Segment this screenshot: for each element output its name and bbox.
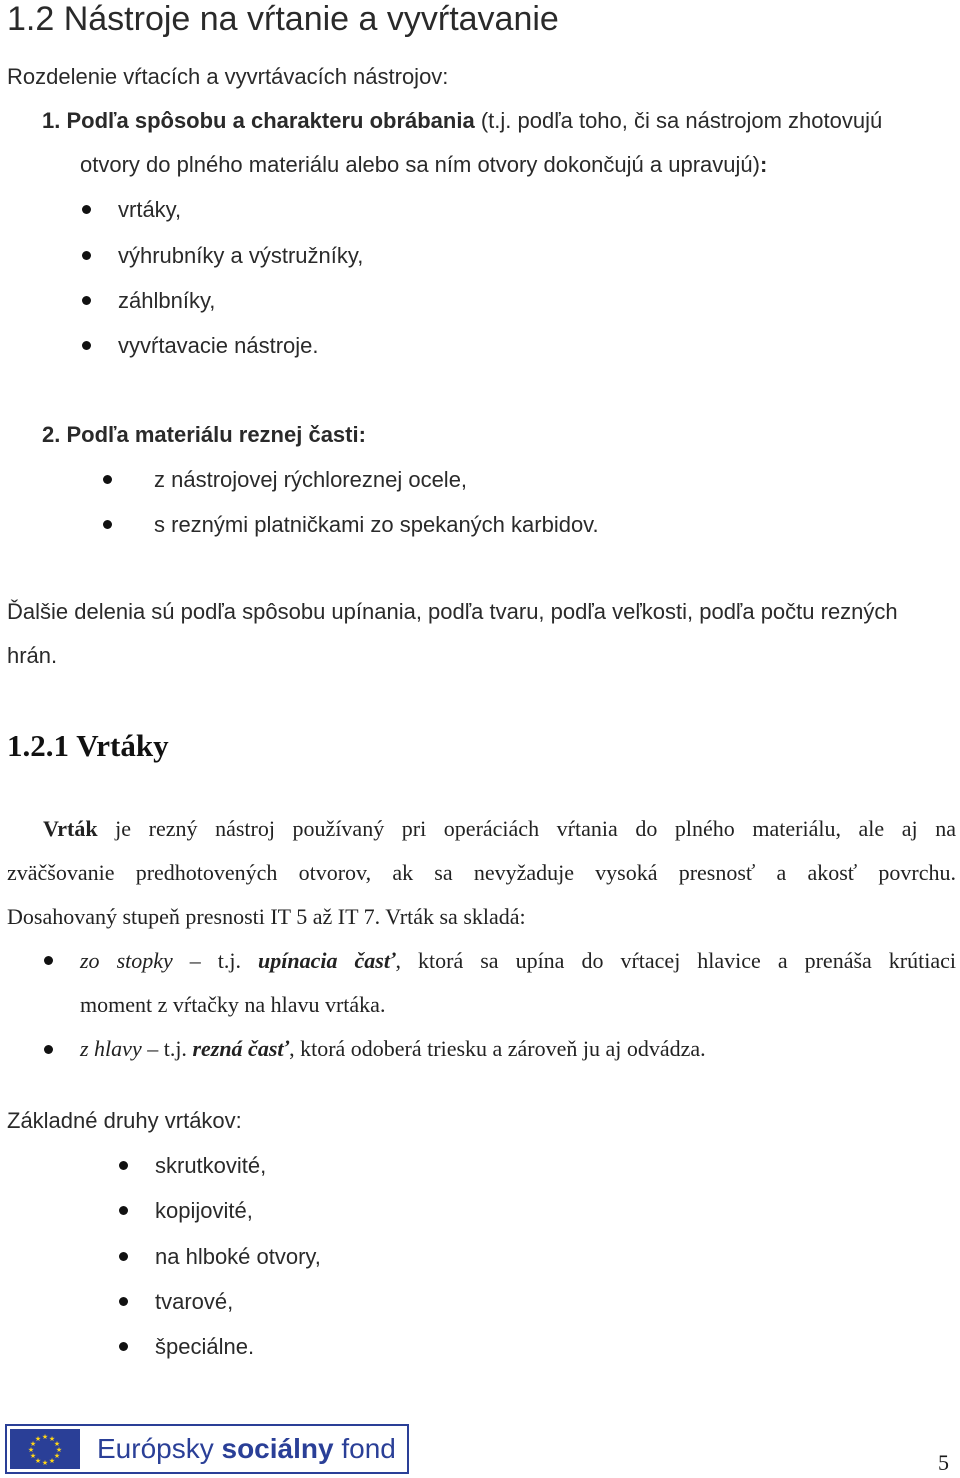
section1-desc-line1: (t.j. podľa toho, či sa nástrojom zhotovujú bbox=[474, 108, 883, 133]
bullet-icon bbox=[119, 1297, 128, 1306]
bullet-icon bbox=[103, 475, 112, 484]
svg-text:★: ★ bbox=[53, 1452, 61, 1460]
svg-text:★: ★ bbox=[34, 1457, 42, 1465]
section2-title: 2. Podľa materiálu reznej časti: bbox=[42, 422, 366, 447]
bullet-icon bbox=[82, 251, 91, 260]
svg-text:★: ★ bbox=[41, 1459, 49, 1467]
part-function: upínacia časť bbox=[258, 948, 396, 973]
bullet-icon bbox=[103, 520, 112, 529]
vrtak-bold-term: Vrták bbox=[43, 816, 98, 841]
section1-item: vyvŕtavacie nástroje. bbox=[118, 333, 319, 358]
part-name: zo stopky bbox=[80, 948, 173, 973]
svg-text:★: ★ bbox=[27, 1446, 35, 1454]
other-divisions-line2: hrán. bbox=[7, 643, 58, 668]
svg-text:★: ★ bbox=[41, 1433, 49, 1441]
intro-text: Rozdelenie vŕtacích a vyvrtávacích nástrojov: bbox=[7, 64, 449, 89]
bullet-icon bbox=[119, 1252, 128, 1261]
section1-desc-line2: otvory do plného materiálu alebo sa ním otvory dokončujú a upravujú) bbox=[80, 152, 760, 177]
section2-item: s reznými platničkami zo spekaných karbidov. bbox=[154, 512, 599, 537]
bullet-icon bbox=[82, 205, 91, 214]
svg-text:★: ★ bbox=[29, 1440, 37, 1448]
section1-item: výhrubníky a výstružníky, bbox=[118, 243, 364, 268]
svg-text:★: ★ bbox=[48, 1457, 56, 1465]
logo-bold: sociálny bbox=[221, 1433, 334, 1464]
vrtak-para-line3: Dosahovaný stupeň presnosti IT 5 až IT 7. Vrták sa skladá: bbox=[7, 904, 526, 929]
part-function: rezná časť bbox=[192, 1036, 290, 1061]
part-description: , ktorá sa upína do vŕtacej hlavice a prenáša krútiaci bbox=[395, 948, 956, 973]
drill-types-title: Základné druhy vrtákov: bbox=[7, 1108, 242, 1133]
bullet-icon bbox=[82, 341, 91, 350]
bullet-icon bbox=[119, 1206, 128, 1215]
section1-item: vrtáky, bbox=[118, 197, 182, 222]
section1-header bbox=[42, 108, 882, 134]
page-number: 5 bbox=[938, 1450, 949, 1475]
bullet-icon bbox=[44, 1045, 53, 1054]
section1-colon: : bbox=[759, 152, 768, 177]
drill-type-item: na hlboké otvory, bbox=[155, 1244, 321, 1269]
svg-text:★: ★ bbox=[29, 1452, 37, 1460]
vrtak-line1-text: je rezný nástroj používaný pri operáciách vŕtania do plného materiálu, ale aj na bbox=[97, 816, 956, 841]
bullet-icon bbox=[119, 1161, 128, 1170]
bullet-icon bbox=[44, 956, 53, 965]
other-divisions-line1: Ďalšie delenia sú podľa spôsobu upínania, podľa tvaru, podľa veľkosti, podľa počtu rezných bbox=[7, 599, 898, 624]
section1-title: 1. Podľa spôsobu a charakteru obrábania bbox=[42, 108, 475, 133]
esf-logo-text bbox=[97, 1433, 396, 1465]
section-heading-vrtaky: 1.2.1 Vrtáky bbox=[7, 728, 169, 763]
bullet-icon bbox=[119, 1342, 128, 1351]
vrtak-part-stopka bbox=[80, 948, 956, 974]
logo-suffix: fond bbox=[333, 1433, 396, 1464]
svg-text:★: ★ bbox=[53, 1440, 61, 1448]
section2-item: z nástrojovej rýchloreznej ocele, bbox=[154, 467, 468, 492]
vrtak-para-line2: zväčšovanie predhotovených otvorov, ak sa nevyžaduje vysoká presnosť a akosť povrchu. bbox=[7, 860, 956, 885]
svg-text:★: ★ bbox=[34, 1435, 42, 1443]
svg-text:★: ★ bbox=[48, 1435, 56, 1443]
page-title: 1.2 Nástroje na vŕtanie a vyvŕtavanie bbox=[7, 0, 559, 38]
part-connector: – t.j. bbox=[141, 1036, 193, 1061]
vrtak-part-hlava bbox=[80, 1036, 706, 1062]
vrtak-para-line1 bbox=[43, 816, 956, 842]
drill-type-item: špeciálne. bbox=[155, 1334, 255, 1359]
section1-item: záhlbníky, bbox=[118, 288, 216, 313]
vrtak-part-stopka-line2: moment z vŕtačky na hlavu vrtáka. bbox=[80, 992, 386, 1017]
esf-logo bbox=[5, 1424, 409, 1474]
part-name: z hlavy bbox=[80, 1036, 142, 1061]
section1-desc bbox=[80, 152, 767, 178]
drill-type-item: kopijovité, bbox=[155, 1198, 253, 1223]
eu-flag-icon bbox=[10, 1429, 80, 1469]
drill-type-item: skrutkovité, bbox=[155, 1153, 267, 1178]
logo-prefix: Európsky bbox=[97, 1433, 222, 1464]
part-description: , ktorá odoberá triesku a zároveň ju aj odvádza. bbox=[289, 1036, 706, 1061]
part-connector: – t.j. bbox=[172, 948, 259, 973]
drill-type-item: tvarové, bbox=[155, 1289, 234, 1314]
svg-text:★: ★ bbox=[55, 1446, 63, 1454]
bullet-icon bbox=[82, 296, 91, 305]
